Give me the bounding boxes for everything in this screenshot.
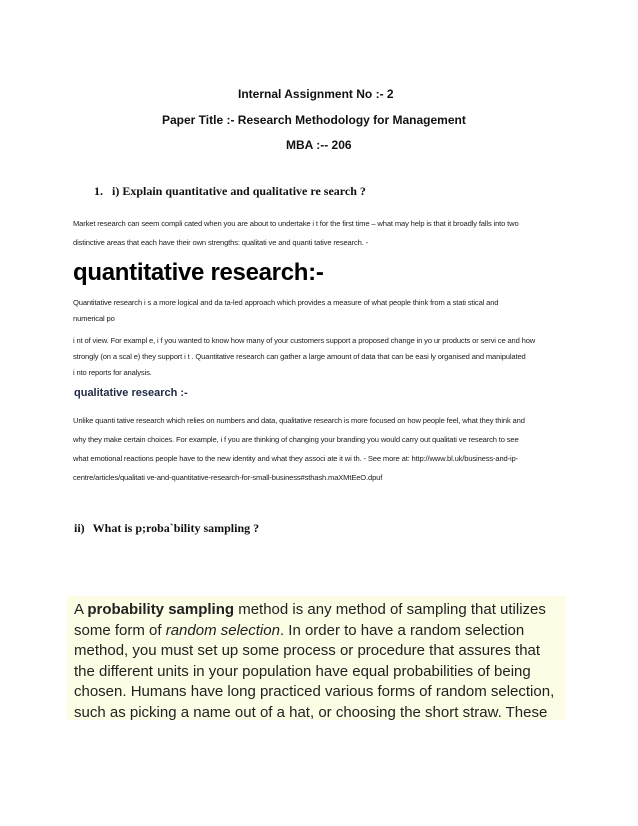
- paragraph-line: such as picking a name out of a hat, or choosing the short straw. These: [74, 703, 548, 721]
- assignment-number: Internal Assignment No :- 2: [238, 87, 394, 101]
- paragraph-line: strongly (on a scal e) they support i t . Quantitative research can gather a large amount of data that can be easi ly organised and manipulated: [73, 352, 526, 361]
- paragraph-line: Unlike quanti tative research which relies on numbers and data, qualitative research is more focused on how people feel, what they think and: [73, 416, 525, 425]
- text-span: method is any method of sampling that utilizes: [234, 601, 546, 618]
- course-code: MBA :-- 206: [286, 138, 352, 152]
- quantitative-heading: quantitative research:-: [73, 259, 324, 286]
- paragraph-line: i nt of view. For exampl e, i f you wanted to know how many of your customers support a proposed change in yo ur products or servi ce and how: [73, 336, 536, 345]
- question-1: [94, 184, 366, 199]
- intro-line: Market research can seem compli cated when you are about to undertake i t for the first time – what may help is that it broadly falls into two: [73, 219, 519, 228]
- quantitative-paragraph-1: [73, 298, 498, 324]
- question-1-number: 1.: [94, 184, 103, 198]
- paragraph-line: the different units in your population have equal probabilities of being: [74, 662, 531, 680]
- paragraph-line: method, you must set up some process or procedure that assures that: [74, 642, 541, 659]
- paragraph-line: what emotional reactions people have to the new identity and what they associ ate it wi th. - See more at: http://www.bl.uk/business-and-ip-: [73, 454, 519, 463]
- paper-title: Paper Title :- Research Methodology for Management: [162, 113, 466, 127]
- question-2-text: What is p;roba`bility sampling ?: [92, 521, 260, 535]
- question-2-number: ii): [74, 521, 85, 535]
- qualitative-heading: qualitative research :-: [74, 387, 188, 399]
- paragraph-line: numerical po: [73, 314, 115, 323]
- text-span: . In order to have a random selection: [279, 621, 525, 639]
- text-span: some form of: [74, 621, 166, 639]
- paragraph-line: i nto reports for analysis.: [73, 368, 152, 377]
- qualitative-paragraph: [73, 416, 525, 483]
- italic-term: random selection: [165, 621, 280, 639]
- text-span: A: [74, 601, 88, 618]
- paragraph-line: [74, 621, 568, 642]
- probability-sampling-paragraph: [74, 600, 568, 723]
- paragraph-line: why they make certain choices. For example, i f you are thinking of changing your branding you would carry out qualitati ve research to see: [73, 435, 519, 444]
- intro-line: distinctive areas that each have their own strengths: qualitati ve and quanti tative research. -: [73, 238, 369, 247]
- paragraph-line: Quantitative research i s a more logical and da ta-led approach which provides a measure of what people think from a stati stical and: [73, 298, 499, 307]
- paragraph-line: [74, 600, 568, 621]
- bold-term: probability sampling: [87, 601, 235, 618]
- paragraph-line: centre/articles/qualitati ve-and-quantitative-research-for-small-business#sthash.maXMtEeO.dpuf: [73, 473, 383, 482]
- question-2: [74, 521, 259, 536]
- paragraph-line: chosen. Humans have long practiced various forms of random selection,: [74, 683, 555, 700]
- question-1-text: i) Explain quantitative and qualitative re search ?: [112, 184, 366, 198]
- intro-paragraph: [73, 219, 519, 248]
- quantitative-paragraph-2: [73, 336, 535, 378]
